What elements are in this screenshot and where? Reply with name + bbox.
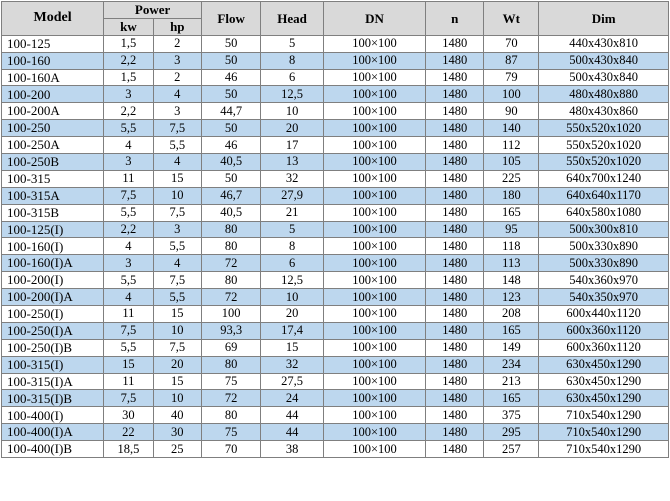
- cell-dn: 100×100: [323, 120, 425, 137]
- cell-n: 1480: [426, 390, 484, 407]
- cell-dim: 550x520x1020: [539, 120, 669, 137]
- cell-kw: 7,5: [104, 390, 153, 407]
- cell-kw: 3: [104, 255, 153, 272]
- cell-kw: 7,5: [104, 187, 153, 204]
- cell-dn: 100×100: [323, 373, 425, 390]
- cell-dim: 500x430x840: [539, 52, 669, 69]
- cell-model: 100-250(I): [2, 306, 104, 323]
- cell-dim: 600x360x1120: [539, 339, 669, 356]
- cell-n: 1480: [426, 221, 484, 238]
- cell-dim: 500x330x890: [539, 238, 669, 255]
- cell-dn: 100×100: [323, 289, 425, 306]
- cell-n: 1480: [426, 407, 484, 424]
- cell-kw: 1,5: [104, 69, 153, 86]
- cell-n: 1480: [426, 204, 484, 221]
- cell-kw: 5,5: [104, 120, 153, 137]
- cell-dim: 630x450x1290: [539, 390, 669, 407]
- cell-kw: 18,5: [104, 441, 153, 458]
- cell-flow: 50: [201, 52, 260, 69]
- cell-flow: 70: [201, 441, 260, 458]
- cell-head: 17: [261, 137, 324, 154]
- cell-model: 100-200A: [2, 103, 104, 120]
- cell-dn: 100×100: [323, 137, 425, 154]
- cell-kw: 5,5: [104, 204, 153, 221]
- cell-dim: 710x540x1290: [539, 407, 669, 424]
- cell-model: 100-400(I)A: [2, 424, 104, 441]
- cell-n: 1480: [426, 86, 484, 103]
- cell-kw: 3: [104, 154, 153, 171]
- cell-model: 100-160(I)A: [2, 255, 104, 272]
- cell-n: 1480: [426, 69, 484, 86]
- cell-head: 10: [261, 103, 324, 120]
- cell-head: 8: [261, 238, 324, 255]
- cell-dim: 630x450x1290: [539, 373, 669, 390]
- cell-hp: 5,5: [153, 137, 201, 154]
- table-row: [2, 103, 669, 120]
- table-row: [2, 86, 669, 103]
- cell-hp: 7,5: [153, 272, 201, 289]
- cell-kw: 4: [104, 137, 153, 154]
- cell-dn: 100×100: [323, 69, 425, 86]
- cell-wt: 165: [484, 390, 539, 407]
- cell-wt: 149: [484, 339, 539, 356]
- cell-n: 1480: [426, 373, 484, 390]
- column-header-n: n: [426, 2, 484, 36]
- cell-model: 100-200(I)A: [2, 289, 104, 306]
- cell-head: 13: [261, 154, 324, 171]
- cell-dn: 100×100: [323, 103, 425, 120]
- cell-head: 5: [261, 35, 324, 52]
- cell-dn: 100×100: [323, 86, 425, 103]
- cell-model: 100-315(I)B: [2, 390, 104, 407]
- cell-dim: 480x430x860: [539, 103, 669, 120]
- cell-dn: 100×100: [323, 407, 425, 424]
- cell-kw: 7,5: [104, 322, 153, 339]
- cell-model: 100-315A: [2, 187, 104, 204]
- cell-wt: 118: [484, 238, 539, 255]
- cell-wt: 70: [484, 35, 539, 52]
- cell-model: 100-315: [2, 170, 104, 187]
- cell-head: 12,5: [261, 272, 324, 289]
- cell-model: 100-200(I): [2, 272, 104, 289]
- table-row: [2, 52, 669, 69]
- table-row: [2, 272, 669, 289]
- cell-wt: 208: [484, 306, 539, 323]
- cell-dim: 550x520x1020: [539, 154, 669, 171]
- cell-wt: 213: [484, 373, 539, 390]
- cell-head: 24: [261, 390, 324, 407]
- cell-kw: 1,5: [104, 35, 153, 52]
- cell-model: 100-315B: [2, 204, 104, 221]
- table-row: [2, 35, 669, 52]
- cell-flow: 46: [201, 137, 260, 154]
- column-header-dim: Dim: [539, 2, 669, 36]
- cell-wt: 257: [484, 441, 539, 458]
- cell-dn: 100×100: [323, 35, 425, 52]
- cell-model: 100-160(I): [2, 238, 104, 255]
- cell-hp: 5,5: [153, 238, 201, 255]
- cell-head: 44: [261, 424, 324, 441]
- pump-specification-table: [1, 1, 669, 458]
- cell-model: 100-125(I): [2, 221, 104, 238]
- cell-kw: 30: [104, 407, 153, 424]
- cell-dn: 100×100: [323, 187, 425, 204]
- cell-kw: 11: [104, 373, 153, 390]
- cell-dn: 100×100: [323, 204, 425, 221]
- cell-n: 1480: [426, 35, 484, 52]
- cell-kw: 11: [104, 170, 153, 187]
- cell-dim: 480x480x880: [539, 86, 669, 103]
- cell-n: 1480: [426, 170, 484, 187]
- cell-head: 12,5: [261, 86, 324, 103]
- unit-header-kw: kw: [104, 18, 153, 35]
- cell-flow: 50: [201, 170, 260, 187]
- cell-dn: 100×100: [323, 356, 425, 373]
- cell-wt: 148: [484, 272, 539, 289]
- cell-model: 100-250: [2, 120, 104, 137]
- cell-model: 100-250(I)A: [2, 322, 104, 339]
- cell-hp: 7,5: [153, 204, 201, 221]
- table-row: [2, 373, 669, 390]
- cell-n: 1480: [426, 120, 484, 137]
- cell-n: 1480: [426, 238, 484, 255]
- table-row: [2, 322, 669, 339]
- cell-hp: 7,5: [153, 120, 201, 137]
- cell-n: 1480: [426, 306, 484, 323]
- cell-head: 27,5: [261, 373, 324, 390]
- table-row: [2, 137, 669, 154]
- cell-dim: 640x580x1080: [539, 204, 669, 221]
- cell-hp: 4: [153, 255, 201, 272]
- cell-dim: 640x640x1170: [539, 187, 669, 204]
- cell-wt: 295: [484, 424, 539, 441]
- cell-hp: 30: [153, 424, 201, 441]
- cell-hp: 25: [153, 441, 201, 458]
- cell-kw: 3: [104, 86, 153, 103]
- cell-flow: 80: [201, 407, 260, 424]
- cell-wt: 225: [484, 170, 539, 187]
- cell-wt: 165: [484, 322, 539, 339]
- cell-dim: 550x520x1020: [539, 137, 669, 154]
- cell-flow: 40,5: [201, 154, 260, 171]
- cell-dn: 100×100: [323, 238, 425, 255]
- cell-head: 20: [261, 306, 324, 323]
- table-row: [2, 407, 669, 424]
- cell-dim: 600x440x1120: [539, 306, 669, 323]
- cell-kw: 2,2: [104, 52, 153, 69]
- cell-dn: 100×100: [323, 272, 425, 289]
- cell-kw: 5,5: [104, 339, 153, 356]
- cell-dn: 100×100: [323, 255, 425, 272]
- cell-hp: 3: [153, 103, 201, 120]
- column-header-dn: DN: [323, 2, 425, 36]
- cell-head: 5: [261, 221, 324, 238]
- cell-dn: 100×100: [323, 52, 425, 69]
- cell-dim: 500x300x810: [539, 221, 669, 238]
- column-header-flow: Flow: [201, 2, 260, 36]
- cell-hp: 7,5: [153, 339, 201, 356]
- cell-wt: 95: [484, 221, 539, 238]
- table-row: [2, 441, 669, 458]
- cell-n: 1480: [426, 52, 484, 69]
- cell-head: 10: [261, 289, 324, 306]
- cell-n: 1480: [426, 424, 484, 441]
- table-row: [2, 154, 669, 171]
- cell-hp: 3: [153, 221, 201, 238]
- cell-wt: 113: [484, 255, 539, 272]
- cell-model: 100-160: [2, 52, 104, 69]
- cell-head: 32: [261, 170, 324, 187]
- cell-hp: 40: [153, 407, 201, 424]
- cell-n: 1480: [426, 356, 484, 373]
- cell-n: 1480: [426, 339, 484, 356]
- cell-n: 1480: [426, 322, 484, 339]
- cell-kw: 5,5: [104, 272, 153, 289]
- cell-dn: 100×100: [323, 390, 425, 407]
- cell-dn: 100×100: [323, 339, 425, 356]
- table-row: [2, 120, 669, 137]
- cell-flow: 72: [201, 390, 260, 407]
- cell-wt: 105: [484, 154, 539, 171]
- cell-dim: 710x540x1290: [539, 424, 669, 441]
- cell-model: 100-315(I)A: [2, 373, 104, 390]
- cell-wt: 140: [484, 120, 539, 137]
- cell-model: 100-315(I): [2, 356, 104, 373]
- cell-flow: 80: [201, 356, 260, 373]
- cell-flow: 40,5: [201, 204, 260, 221]
- cell-model: 100-160A: [2, 69, 104, 86]
- header-row-groups: [2, 2, 669, 19]
- cell-flow: 72: [201, 289, 260, 306]
- cell-dim: 500x330x890: [539, 255, 669, 272]
- cell-dim: 540x360x970: [539, 272, 669, 289]
- cell-kw: 4: [104, 289, 153, 306]
- cell-dn: 100×100: [323, 306, 425, 323]
- cell-flow: 50: [201, 35, 260, 52]
- cell-wt: 112: [484, 137, 539, 154]
- cell-kw: 15: [104, 356, 153, 373]
- table-row: [2, 221, 669, 238]
- cell-dim: 500x430x840: [539, 69, 669, 86]
- cell-dn: 100×100: [323, 441, 425, 458]
- table-row: [2, 204, 669, 221]
- table-row: [2, 390, 669, 407]
- table-row: [2, 424, 669, 441]
- cell-flow: 93,3: [201, 322, 260, 339]
- cell-flow: 50: [201, 86, 260, 103]
- cell-wt: 165: [484, 204, 539, 221]
- cell-wt: 90: [484, 103, 539, 120]
- cell-wt: 180: [484, 187, 539, 204]
- cell-flow: 46,7: [201, 187, 260, 204]
- cell-head: 27,9: [261, 187, 324, 204]
- cell-hp: 3: [153, 52, 201, 69]
- cell-dim: 440x430x810: [539, 35, 669, 52]
- cell-n: 1480: [426, 103, 484, 120]
- column-header-wt: Wt: [484, 2, 539, 36]
- cell-flow: 100: [201, 306, 260, 323]
- cell-head: 20: [261, 120, 324, 137]
- cell-wt: 375: [484, 407, 539, 424]
- cell-hp: 15: [153, 373, 201, 390]
- cell-flow: 80: [201, 272, 260, 289]
- cell-flow: 44,7: [201, 103, 260, 120]
- cell-model: 100-250A: [2, 137, 104, 154]
- cell-flow: 46: [201, 69, 260, 86]
- table-row: [2, 238, 669, 255]
- table-row: [2, 255, 669, 272]
- table-row: [2, 170, 669, 187]
- cell-hp: 5,5: [153, 289, 201, 306]
- cell-dn: 100×100: [323, 424, 425, 441]
- cell-model: 100-250B: [2, 154, 104, 171]
- cell-hp: 10: [153, 187, 201, 204]
- cell-hp: 10: [153, 322, 201, 339]
- cell-flow: 80: [201, 221, 260, 238]
- cell-head: 6: [261, 255, 324, 272]
- cell-model: 100-200: [2, 86, 104, 103]
- cell-wt: 123: [484, 289, 539, 306]
- cell-dim: 710x540x1290: [539, 441, 669, 458]
- cell-n: 1480: [426, 137, 484, 154]
- column-header-power: Power: [104, 2, 202, 19]
- cell-wt: 79: [484, 69, 539, 86]
- cell-hp: 4: [153, 154, 201, 171]
- cell-kw: 22: [104, 424, 153, 441]
- cell-head: 15: [261, 339, 324, 356]
- table-row: [2, 289, 669, 306]
- table-body: [2, 35, 669, 457]
- table-row: [2, 356, 669, 373]
- cell-dim: 540x350x970: [539, 289, 669, 306]
- table-row: [2, 306, 669, 323]
- cell-head: 6: [261, 69, 324, 86]
- cell-head: 32: [261, 356, 324, 373]
- table-header: [2, 2, 669, 36]
- cell-hp: 15: [153, 170, 201, 187]
- table-row: [2, 69, 669, 86]
- table-row: [2, 339, 669, 356]
- cell-dim: 640x700x1240: [539, 170, 669, 187]
- cell-dim: 600x360x1120: [539, 322, 669, 339]
- cell-flow: 69: [201, 339, 260, 356]
- cell-flow: 75: [201, 373, 260, 390]
- cell-head: 17,4: [261, 322, 324, 339]
- cell-model: 100-400(I)B: [2, 441, 104, 458]
- cell-dim: 630x450x1290: [539, 356, 669, 373]
- cell-kw: 2,2: [104, 103, 153, 120]
- cell-wt: 100: [484, 86, 539, 103]
- cell-dn: 100×100: [323, 322, 425, 339]
- cell-hp: 2: [153, 69, 201, 86]
- cell-n: 1480: [426, 272, 484, 289]
- cell-hp: 2: [153, 35, 201, 52]
- cell-wt: 87: [484, 52, 539, 69]
- cell-n: 1480: [426, 441, 484, 458]
- cell-kw: 4: [104, 238, 153, 255]
- cell-head: 44: [261, 407, 324, 424]
- unit-header-hp: hp: [153, 18, 201, 35]
- cell-flow: 72: [201, 255, 260, 272]
- cell-n: 1480: [426, 289, 484, 306]
- cell-model: 100-250(I)B: [2, 339, 104, 356]
- cell-kw: 2,2: [104, 221, 153, 238]
- column-header-head: Head: [261, 2, 324, 36]
- cell-dn: 100×100: [323, 170, 425, 187]
- cell-hp: 10: [153, 390, 201, 407]
- cell-head: 21: [261, 204, 324, 221]
- cell-n: 1480: [426, 154, 484, 171]
- cell-head: 38: [261, 441, 324, 458]
- cell-dn: 100×100: [323, 221, 425, 238]
- cell-n: 1480: [426, 187, 484, 204]
- cell-hp: 4: [153, 86, 201, 103]
- cell-wt: 234: [484, 356, 539, 373]
- cell-model: 100-125: [2, 35, 104, 52]
- cell-model: 100-400(I): [2, 407, 104, 424]
- cell-hp: 15: [153, 306, 201, 323]
- cell-kw: 11: [104, 306, 153, 323]
- cell-flow: 80: [201, 238, 260, 255]
- column-header-model: Model: [2, 2, 104, 36]
- cell-flow: 75: [201, 424, 260, 441]
- table-row: [2, 187, 669, 204]
- cell-flow: 50: [201, 120, 260, 137]
- cell-n: 1480: [426, 255, 484, 272]
- cell-head: 8: [261, 52, 324, 69]
- cell-hp: 20: [153, 356, 201, 373]
- cell-dn: 100×100: [323, 154, 425, 171]
